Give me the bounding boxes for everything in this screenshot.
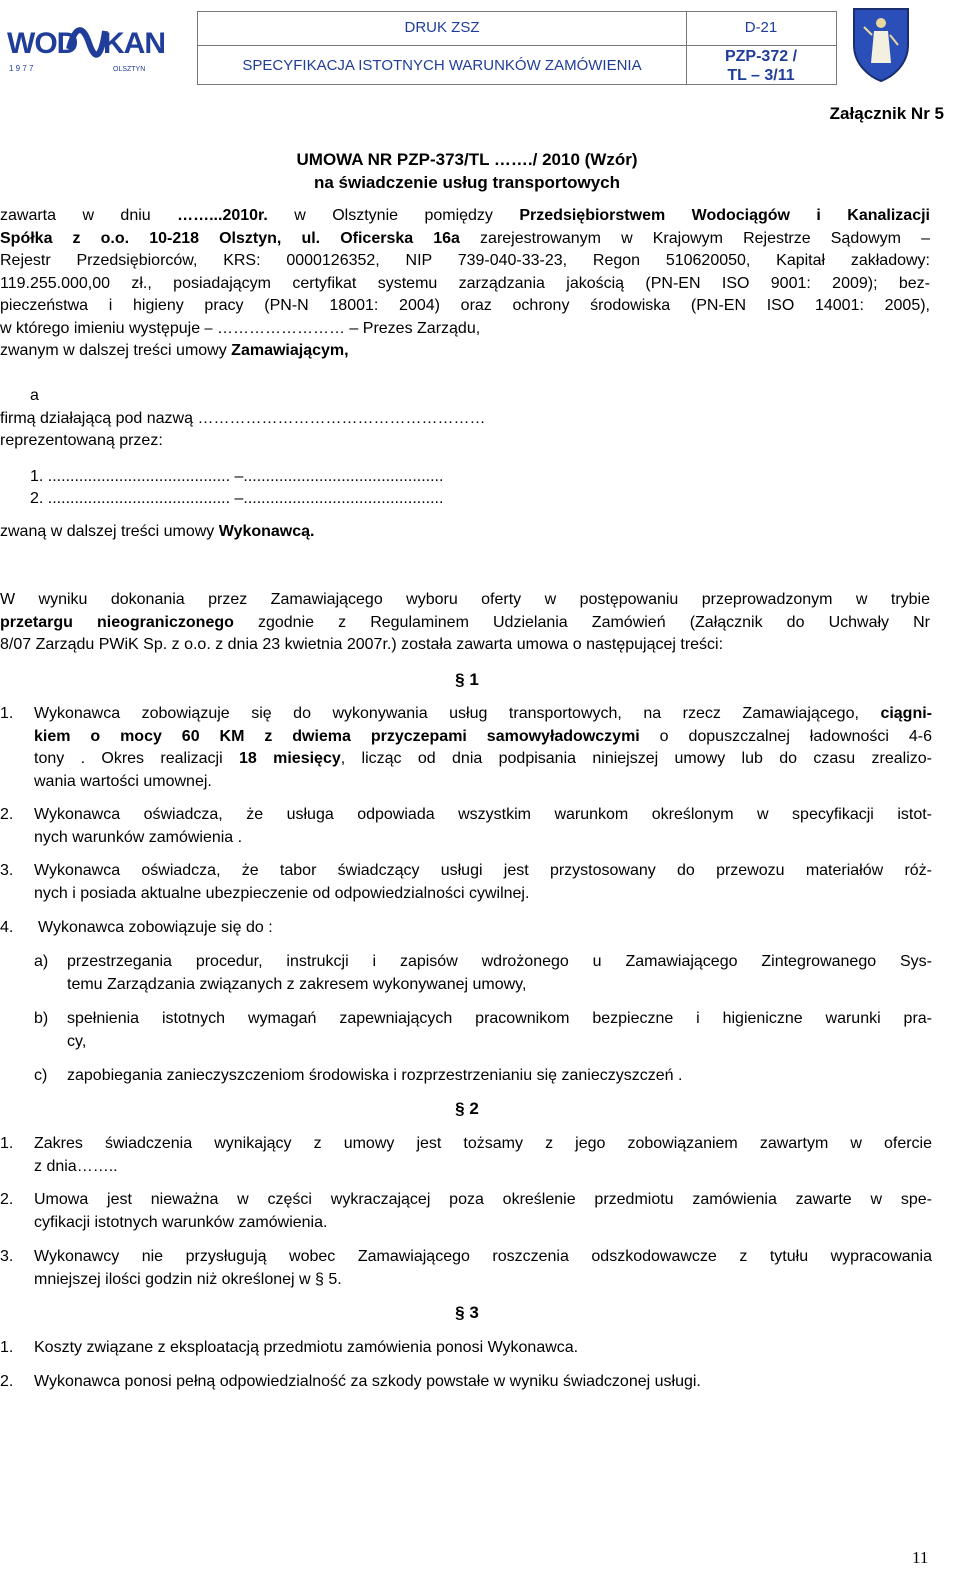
section-3-item-1: 1. Koszty związane z eksploatacją przedmiotu zamówienia ponosi Wykonawca. <box>0 1339 579 1356</box>
contractor-name-line: firmą działającą pod nazwą ……………………………………………… <box>0 410 486 427</box>
section-3-heading: § 3 <box>455 1303 479 1322</box>
section-2-heading: § 2 <box>455 1099 479 1118</box>
section-1-item-2: 2. Wykonawca oświadcza, że usługa odpowiada wszystkim warunkom określonym w specyfikacji istot- nych warunków zamówienia . <box>0 806 932 846</box>
wodkan-logo <box>5 15 165 77</box>
section-3-item-2: 2. Wykonawca ponosi pełną odpowiedzialność za szkody powstałe w wyniku świadczonej usługi. <box>0 1373 701 1390</box>
contract-title: UMOWA NR PZP-373/TL ……./ 2010 (Wzór) <box>296 150 638 169</box>
section-2-item-2: 2. Umowa jest nieważna w części wykraczającej poza określenie przedmiotu zamówienia zawarte w spe- cyfikacji istotnych warunków zamówienia. <box>0 1191 932 1231</box>
representative-2: 2. ......................................... –............................................. <box>30 490 444 507</box>
document-header <box>0 5 960 82</box>
preamble-paragraph: W wyniku dokonania przez Zamawiającego wyboru oferty w postępowaniu przeprowadzonym w trybie przetargu nieograniczonego zgodnie z Regulaminem Udzielania Zamówień (Załącznik do Uchwały Nr 8/07 Zarządu PWiK Sp. z o.o. z dnia 23 kwietnia 2007r.) została zawarta umowa o następującej treści: <box>0 591 930 653</box>
section-2-item-1: 1. Zakres świadczenia wynikający z umowy jest tożsamy z jego zobowiązaniem zawartym w ofercie z dnia…….. <box>0 1135 932 1175</box>
form-title: DRUK ZSZ <box>404 19 480 36</box>
section-1-item-4-c: c) zapobiegania zanieczyszczeniom środowiska i rozprzestrzenianiu się zanieczyszczeń . <box>34 1067 683 1084</box>
form-code: D-21 <box>744 19 778 36</box>
spec-title: SPECYFIKACJA ISTOTNYCH WARUNKÓW ZAMÓWIENIA <box>242 57 642 74</box>
contractor-called: zwaną w dalszej treści umowy Wykonawcą. <box>0 523 315 540</box>
section-1-heading: § 1 <box>455 670 479 689</box>
attachment-label: Załącznik Nr 5 <box>829 104 944 123</box>
section-1-item-4: 4. Wykonawca zobowiązuje się do : <box>0 919 273 936</box>
logo-city: OLSZTYN <box>113 66 146 73</box>
section-1-item-4-a: a) przestrzegania procedur, instrukcji i zapisów wdrożonego u Zamawiającego Zintegrowanego Sys- temu Zarządzania związanych z zakresem wykonywanej umowy, <box>34 953 932 993</box>
page-number: 11 <box>912 1548 929 1567</box>
representative-1: 1. ......................................... –............................................. <box>30 468 444 485</box>
section-1-item-3: 3. Wykonawca oświadcza, że tabor świadczący usługi jest przystosowany do przewozu materiałów róż- nych i posiada aktualne ubezpieczenie od odpowiedzialności cywilnej. <box>0 862 932 902</box>
reference-number: PZP-372 / TL – 3/11 <box>724 48 798 84</box>
section-2-item-3: 3. Wykonawcy nie przysługują wobec Zamawiającego roszczenia odszkodowawcze z tytułu wypracowania mniejszej ilości godzin niż określonej w § 5. <box>0 1248 932 1288</box>
logo-year: 1 9 7 7 <box>9 64 34 73</box>
section-1-item-4-b: b) spełnienia istotnych wymagań zapewniających pracownikom bezpieczne i higieniczne warunki pra- cy, <box>34 1010 932 1050</box>
svg-text:KAN: KAN <box>103 27 165 60</box>
contract-subtitle: na świadczenie usług transportowych <box>313 173 621 192</box>
svg-text:WOD: WOD <box>7 27 78 60</box>
representatives-label: reprezentowaną przez: <box>0 432 163 449</box>
intro-paragraph: zawarta w dniu ……...2010r. w Olsztynie pomiędzy Przedsiębiorstwem Wodociągów i Kanalizacji Spółka z o.o. 10-218 Olsztyn, ul. Oficerska 16a zarejestrowanym w Krajowym Rejestrze Sądowym – Rejestr Przedsiębiorców, KRS: 0000126352, NIP 739-040-33-23, Regon 510620050, Kapitał zakładowy: 119.255.000,00 zł., posiadającym certyfikat systemu zarządzania jakością (PN-EN ISO 9001: 2009); bez- pieczeństwa i higieny pracy (PN-N 18001: 2004) oraz ochrony środowiska (PN-EN ISO 14001: 2005), w którego imieniu występuje ⎯ …………………… – Prezes Zarządu, zwanym w dalszej treści umowy Zamawiającym, <box>0 207 931 359</box>
conjunction-a: a <box>30 387 39 404</box>
section-1-item-1: 1. Wykonawca zobowiązuje się do wykonywania usług transportowych, na rzecz Zamawiającego, ciągni- kiem o mocy 60 KM z dwiema przyczepami samowyładowczymi o dopuszczalnej ładowności 4-6 tony . Okres realizacji 18 miesięcy, licząc od dnia podpisania niniejszej umowy lub do czasu zrealizo- wania wartości umownej. <box>0 705 933 790</box>
header-table <box>197 11 837 85</box>
olsztyn-crest-icon <box>848 5 914 83</box>
